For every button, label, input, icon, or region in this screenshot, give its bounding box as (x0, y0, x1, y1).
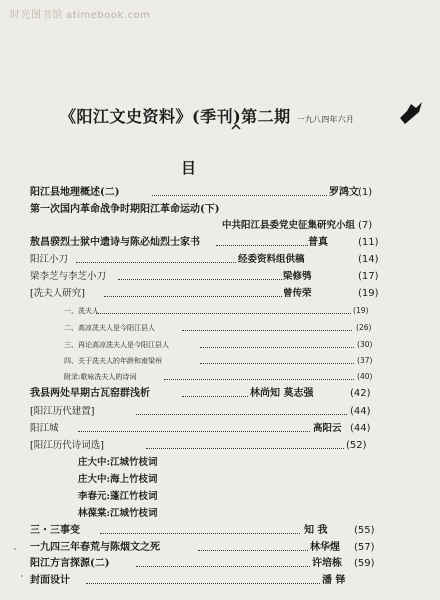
dotted-leader (136, 414, 347, 415)
toc-entry-page-number: 1 (361, 187, 369, 198)
dotted-leader (182, 330, 352, 331)
toc-entry-title: 林葆棠:江城竹枝词 (78, 508, 158, 519)
toc-entry-author: 高阳云 (313, 423, 342, 434)
toc-entry-title: 四、关于冼夫人的年龄和南梁州 (64, 357, 162, 365)
toc-entry-author: 林尚知 莫志强 (250, 388, 314, 399)
toc-entry-title: 阳江小刀 (30, 254, 69, 265)
toc-entry-page: (19) (358, 288, 379, 299)
toc-entry-title: [阳江历代诗词选] (30, 440, 104, 451)
toc-entry-title: 我县两处早期古瓦窑群浅析 (30, 388, 150, 399)
toc-entry-page: (52) (346, 440, 367, 451)
dotted-leader (86, 583, 320, 584)
toc-entry-page: (59) (354, 558, 375, 569)
toc-entry-page-number: 14 (361, 254, 375, 265)
toc-entry-title: 三・三事变 (30, 525, 80, 536)
toc-entry-author: 林华煋 (310, 542, 340, 553)
toc-entry-page-number: 37 (359, 356, 370, 365)
toc-heading: 目 (181, 159, 197, 177)
toc-entry-title: 庄大中:海上竹枝词 (78, 474, 158, 485)
paper-speck (21, 575, 23, 577)
toc-entry-page-number: 11 (361, 237, 375, 248)
dotted-leader (200, 347, 354, 348)
toc-entry-page: (37) (357, 356, 373, 365)
dotted-leader (198, 550, 308, 551)
publication-title: 《阳江文史资料》(季刊)第二期 (60, 107, 291, 126)
page-header (60, 104, 390, 127)
toc-entry-author: 经委资料组供稿 (238, 254, 305, 265)
scan-smudge-mark (396, 98, 426, 126)
toc-entry-page: (19) (353, 306, 369, 315)
toc-entry-title: 第一次国内革命战争时期阳江革命运动(下) (30, 204, 220, 215)
toc-entry-title: 二、高凉冼夫人是今阳江县人 (64, 324, 155, 332)
toc-entry-page: (17) (358, 271, 379, 282)
toc-entry-title: 附录:歌咏冼夫人的诗词 (64, 373, 137, 381)
toc-entry-title: [阳江历代建置] (30, 406, 95, 417)
toc-entry-title: [冼夫人研究] (30, 288, 85, 299)
watermark-text: 时光图书馆 atimebook.com (10, 10, 151, 21)
toc-entry-title: 阳江城 (30, 423, 59, 434)
toc-entry-author: 普真 (308, 237, 328, 248)
dotted-leader (216, 245, 308, 246)
toc-entry-title: 敖昌骙烈士狱中遗诗与陈必灿烈士家书 (30, 237, 200, 248)
dotted-leader (164, 379, 354, 380)
toc-entry-page: (30) (357, 340, 373, 349)
toc-entry-page: (7) (358, 220, 373, 231)
dotted-leader (104, 296, 282, 297)
toc-entry-page: (57) (354, 542, 375, 553)
toc-entry-author: 知 我 (304, 525, 328, 536)
toc-entry-page-number: 30 (359, 340, 370, 349)
toc-entry-author: 曾传荣 (283, 288, 312, 299)
toc-entry-page: (44) (350, 406, 371, 417)
toc-entry-page-number: 44 (353, 423, 367, 434)
toc-entry-title: 阳江县地理概述(二) (30, 187, 120, 198)
paper-speck (14, 548, 16, 550)
toc-entry-page-number: 55 (357, 525, 371, 536)
toc-entry-page: (1) (358, 187, 373, 198)
toc-entry-author: 梁修鸮 (283, 271, 312, 282)
toc-entry-page-number: 44 (353, 406, 367, 417)
dotted-leader (200, 363, 354, 364)
toc-entry-author: 潘 铎 (322, 575, 346, 586)
toc-entry-page: (26) (356, 323, 372, 332)
dotted-leader (76, 262, 236, 263)
toc-entry-author: 许培栋 (312, 558, 342, 569)
toc-entry-title: 梁李芝与李芝小刀 (30, 271, 107, 282)
toc-entry-page-number: 17 (361, 271, 375, 282)
toc-entry-page-number: 19 (361, 288, 375, 299)
caret-mark-icon (231, 124, 241, 130)
toc-entry-page-number: 52 (349, 440, 363, 451)
publication-date: 一九八四年六月 (296, 115, 355, 124)
toc-entry-title: 三、再论高凉冼夫人是今阳江县人 (64, 341, 169, 349)
toc-entry-page-number: 59 (357, 558, 371, 569)
toc-entry-page-number: 26 (358, 323, 369, 332)
toc-entry-title: 阳江方言探源(二) (30, 558, 110, 569)
toc-entry-page: (44) (350, 423, 371, 434)
dotted-leader (182, 396, 248, 397)
toc-entry-title: 庄大中:江城竹枝词 (78, 457, 158, 468)
dotted-leader (78, 431, 310, 432)
dotted-leader (96, 313, 351, 314)
toc-entry-author: 中共阳江县委党史征集研究小组 (222, 220, 356, 231)
toc-entry-author: 罗鸿文 (329, 187, 359, 198)
dotted-leader (100, 533, 300, 534)
toc-entry-page: (14) (358, 254, 379, 265)
dotted-leader (152, 195, 327, 196)
toc-entry-title: 一、冼夫人 (64, 307, 99, 315)
dotted-leader (136, 566, 310, 567)
dotted-leader (146, 448, 344, 449)
toc-entry-page-number: 42 (353, 388, 367, 399)
toc-entry-title: 封面设计 (30, 575, 70, 586)
toc-entry-page-number: 7 (361, 220, 369, 231)
toc-entry-page: (11) (358, 237, 379, 248)
toc-entry-page-number: 57 (357, 542, 371, 553)
toc-entry-title: 李春元:蓬江竹枝词 (78, 491, 158, 502)
toc-entry-page-number: 19 (355, 306, 366, 315)
toc-entry-page: (40) (357, 372, 373, 381)
toc-entry-page: (55) (354, 525, 375, 536)
toc-entry-page: (42) (350, 388, 371, 399)
dotted-leader (118, 279, 282, 280)
toc-entry-title: 一九四三年春荒与陈烟文之死 (30, 542, 160, 553)
toc-entry-page-number: 40 (359, 372, 370, 381)
